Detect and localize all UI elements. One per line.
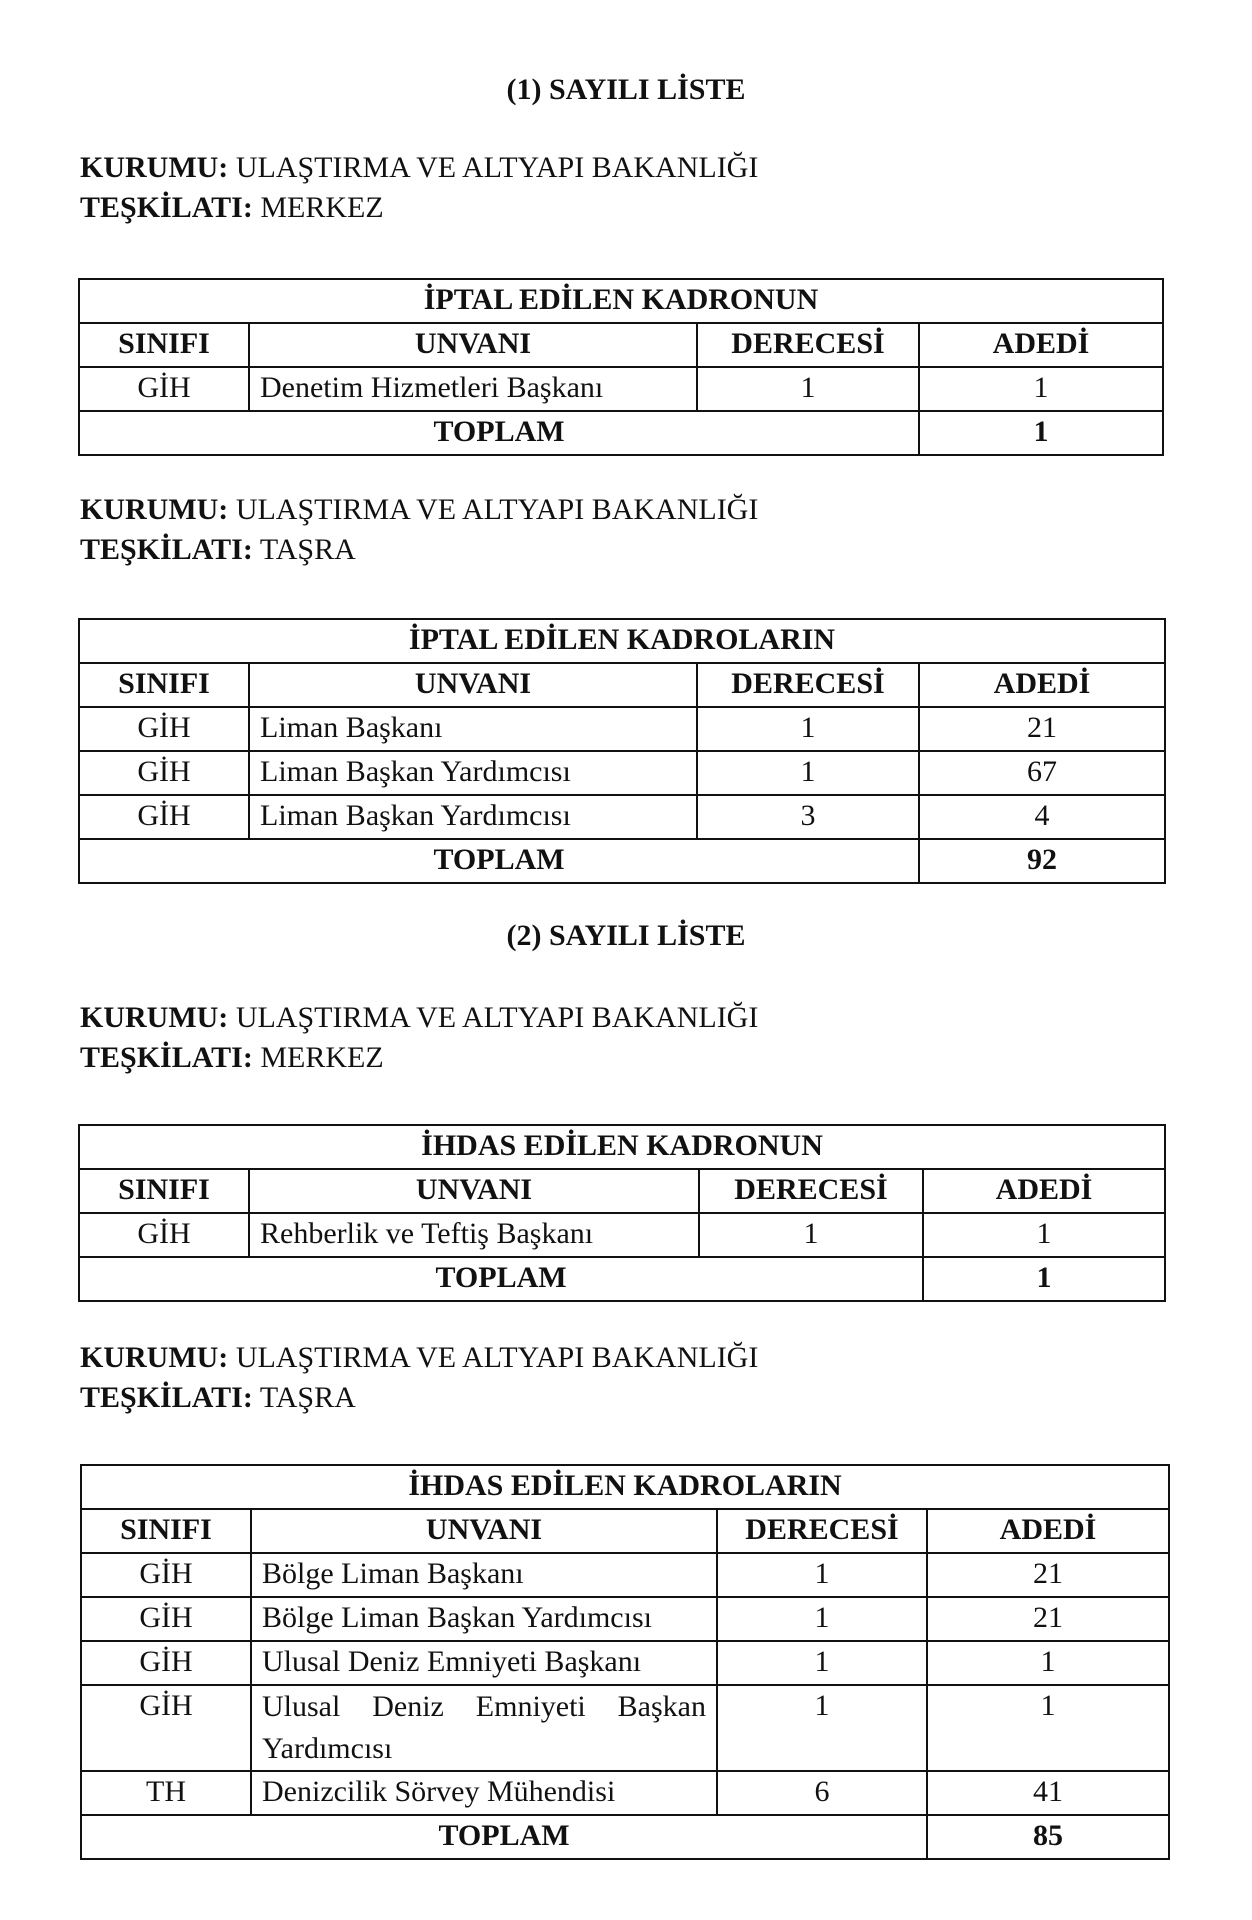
header-unvani: UNVANI — [249, 1169, 699, 1213]
table-row — [81, 1597, 1169, 1641]
header-derecesi: DERECESİ — [699, 1169, 923, 1213]
cell-unvani: Bölge Liman Başkan Yardımcısı — [251, 1597, 717, 1641]
header-adedi: ADEDİ — [919, 323, 1163, 367]
cell-sinifi: TH — [81, 1771, 251, 1815]
header-sinifi: SINIFI — [79, 323, 249, 367]
cell-adedi: 21 — [919, 707, 1165, 751]
cell-adedi: 67 — [919, 751, 1165, 795]
total-value: 85 — [927, 1815, 1169, 1859]
table-caption: İPTAL EDİLEN KADRONUN — [79, 279, 1163, 323]
cell-sinifi: GİH — [81, 1553, 251, 1597]
cell-unvani: Denetim Hizmetleri Başkanı — [249, 367, 697, 411]
cell-derecesi: 1 — [717, 1641, 927, 1685]
cell-unvani: Rehberlik ve Teftiş Başkanı — [249, 1213, 699, 1257]
cell-adedi: 21 — [927, 1553, 1169, 1597]
teskilat-label: TEŞKİLATI: — [80, 1041, 253, 1074]
table-row — [79, 707, 1165, 751]
total-row — [79, 839, 1165, 883]
cell-unvani: Liman Başkan Yardımcısı — [249, 795, 697, 839]
cell-derecesi: 1 — [697, 367, 919, 411]
header-sinifi: SINIFI — [79, 663, 249, 707]
cell-sinifi: GİH — [79, 367, 249, 411]
table-caption: İHDAS EDİLEN KADROLARIN — [81, 1465, 1169, 1509]
cell-derecesi: 1 — [697, 751, 919, 795]
cell-adedi: 1 — [927, 1685, 1169, 1771]
teskilat-label: TEŞKİLATI: — [80, 191, 253, 224]
list2-section1-header — [80, 998, 758, 1078]
kurum-value: ULAŞTIRMA VE ALTYAPI BAKANLIĞI — [235, 1341, 759, 1374]
cell-adedi: 41 — [927, 1771, 1169, 1815]
cell-sinifi: GİH — [81, 1641, 251, 1685]
cell-derecesi: 6 — [717, 1771, 927, 1815]
cell-unvani: Ulusal Deniz Emniyeti Başkanı — [251, 1641, 717, 1685]
total-value: 1 — [919, 411, 1163, 455]
cell-derecesi: 1 — [699, 1213, 923, 1257]
header-adedi: ADEDİ — [923, 1169, 1165, 1213]
total-label: TOPLAM — [79, 1257, 923, 1301]
list1-section2-header — [80, 490, 758, 570]
table-row — [79, 795, 1165, 839]
header-derecesi: DERECESİ — [697, 663, 919, 707]
list2-table-merkez — [78, 1124, 1166, 1302]
cell-adedi: 1 — [919, 367, 1163, 411]
list2-table-tasra — [80, 1464, 1170, 1860]
table-row — [79, 1213, 1165, 1257]
header-adedi: ADEDİ — [927, 1509, 1169, 1553]
table-row — [79, 367, 1163, 411]
cell-derecesi: 1 — [717, 1685, 927, 1771]
cell-adedi: 1 — [927, 1641, 1169, 1685]
table-row — [81, 1641, 1169, 1685]
cell-sinifi: GİH — [79, 1213, 249, 1257]
table-caption: İHDAS EDİLEN KADRONUN — [79, 1125, 1165, 1169]
total-value: 1 — [923, 1257, 1165, 1301]
header-sinifi: SINIFI — [79, 1169, 249, 1213]
total-label: TOPLAM — [81, 1815, 927, 1859]
teskilat-label: TEŞKİLATI: — [80, 533, 253, 566]
kurum-label: KURUMU: — [80, 151, 229, 184]
cell-sinifi: GİH — [79, 751, 249, 795]
list1-title: (1) SAYILI LİSTE — [506, 73, 746, 106]
cell-sinifi: GİH — [79, 795, 249, 839]
table-caption: İPTAL EDİLEN KADROLARIN — [79, 619, 1165, 663]
list1-table-tasra — [78, 618, 1166, 884]
header-unvani: UNVANI — [251, 1509, 717, 1553]
total-row — [79, 411, 1163, 455]
kurum-value: ULAŞTIRMA VE ALTYAPI BAKANLIĞI — [235, 1001, 759, 1034]
cell-sinifi: GİH — [81, 1685, 251, 1771]
kurum-value: ULAŞTIRMA VE ALTYAPI BAKANLIĞI — [235, 151, 759, 184]
total-value: 92 — [919, 839, 1165, 883]
header-derecesi: DERECESİ — [717, 1509, 927, 1553]
cell-derecesi: 1 — [717, 1597, 927, 1641]
teskilat-value: MERKEZ — [260, 1041, 384, 1074]
list2-section2-header — [80, 1338, 758, 1418]
kurum-label: KURUMU: — [80, 493, 229, 526]
list1-section1-header — [80, 148, 758, 228]
header-derecesi: DERECESİ — [697, 323, 919, 367]
cell-unvani: Liman Başkanı — [249, 707, 697, 751]
cell-unvani: Ulusal Deniz Emniyeti Başkan Yardımcısı — [251, 1685, 717, 1771]
kurum-label: KURUMU: — [80, 1341, 229, 1374]
cell-sinifi: GİH — [79, 707, 249, 751]
kurum-value: ULAŞTIRMA VE ALTYAPI BAKANLIĞI — [235, 493, 759, 526]
cell-unvani: Liman Başkan Yardımcısı — [249, 751, 697, 795]
table-row — [81, 1771, 1169, 1815]
total-row — [79, 1257, 1165, 1301]
table-row — [81, 1553, 1169, 1597]
header-unvani: UNVANI — [249, 663, 697, 707]
list2-title: (2) SAYILI LİSTE — [506, 919, 746, 952]
cell-adedi: 21 — [927, 1597, 1169, 1641]
cell-derecesi: 3 — [697, 795, 919, 839]
total-row — [81, 1815, 1169, 1859]
teskilat-label: TEŞKİLATI: — [80, 1381, 253, 1414]
cell-adedi: 1 — [923, 1213, 1165, 1257]
teskilat-value: MERKEZ — [260, 191, 384, 224]
total-label: TOPLAM — [79, 839, 919, 883]
header-unvani: UNVANI — [249, 323, 697, 367]
cell-adedi: 4 — [919, 795, 1165, 839]
table-row — [81, 1685, 1169, 1771]
cell-derecesi: 1 — [717, 1553, 927, 1597]
list1-table-merkez — [78, 278, 1164, 456]
header-sinifi: SINIFI — [81, 1509, 251, 1553]
cell-sinifi: GİH — [81, 1597, 251, 1641]
cell-derecesi: 1 — [697, 707, 919, 751]
table-row — [79, 751, 1165, 795]
cell-unvani: Denizcilik Sörvey Mühendisi — [251, 1771, 717, 1815]
header-adedi: ADEDİ — [919, 663, 1165, 707]
total-label: TOPLAM — [79, 411, 919, 455]
teskilat-value: TAŞRA — [259, 533, 356, 566]
cell-unvani: Bölge Liman Başkanı — [251, 1553, 717, 1597]
kurum-label: KURUMU: — [80, 1001, 229, 1034]
teskilat-value: TAŞRA — [259, 1381, 356, 1414]
